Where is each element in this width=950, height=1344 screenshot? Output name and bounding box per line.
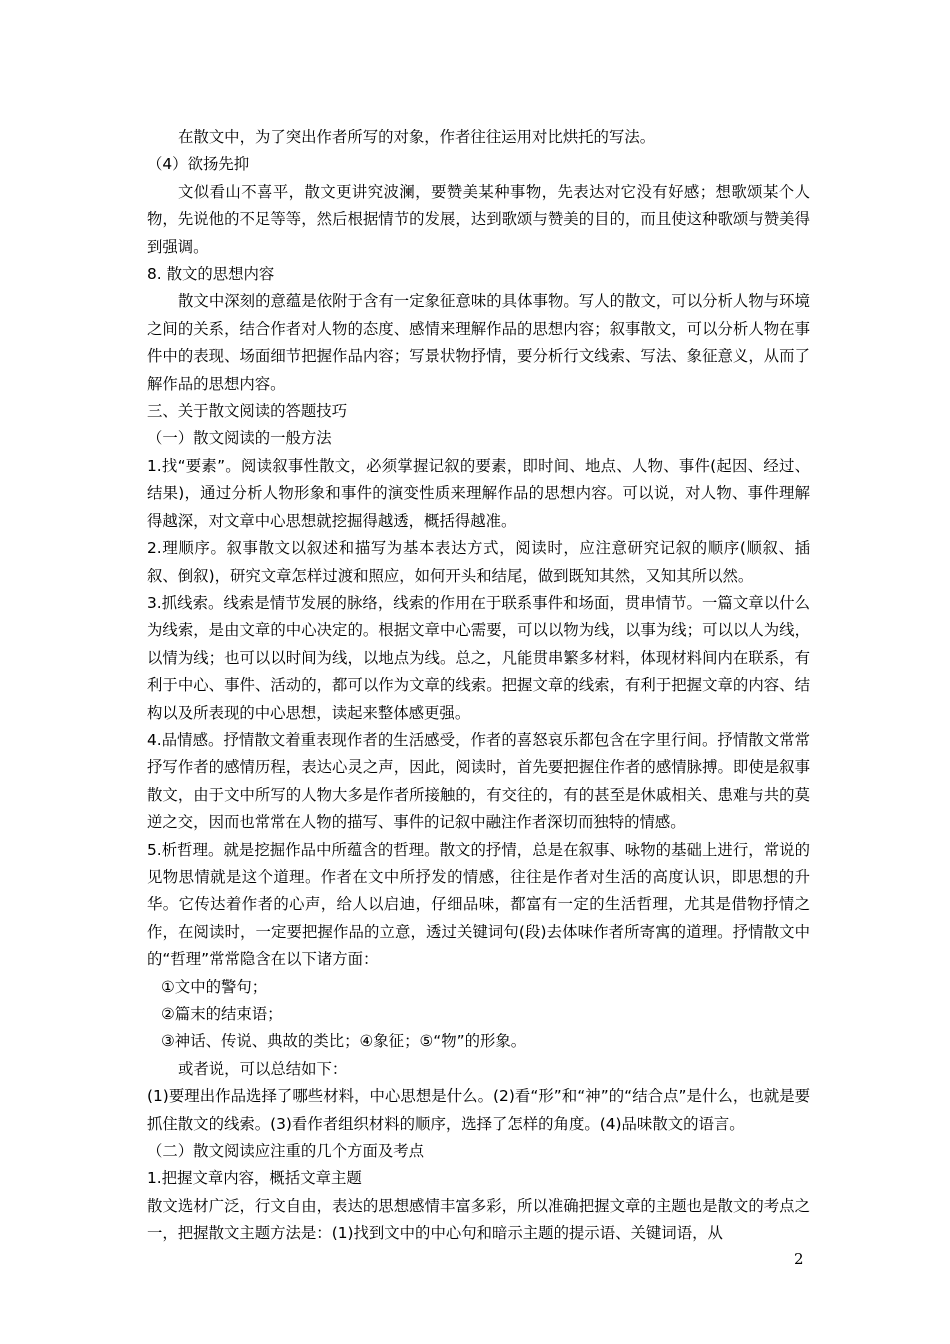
section-heading: 1.把握文章内容，概括文章主题 [147,1169,362,1188]
paragraph: 3.抓线索。线索是情节发展的脉络，线索的作用在于联系事件和场面，贯串情节。一篇文章以什么为线索，是由文章的中心决定的。根据文章中心需要，可以以物为线，以事为线；可以以人为线，以情为线；也可以以时间为线，以地点为线。总之，凡能贯串繁多材料，体现材料间内在联系，有利于中心、事件、活动的，都可以作为文章的线索。把握文章的线索，有利于把握文章的内容、结构以及所表现的中心思想，读起来整体感更强。 [147,593,810,722]
section-heading: （一）散文阅读的一般方法 [147,429,332,448]
paragraph: 4.品情感。抒情散文着重表现作者的生活感受，作者的喜怒哀乐都包含在字里行间。抒情散文常常抒写作者的感情历程，表达心灵之声，因此，阅读时，首先要把握住作者的感情脉搏。即使是叙事散文，由于文中所写的人物大多是作者所接触的，有交往的，有的甚至是休戚相关、患难与共的莫逆之交，因而也常常在人物的描写、事件的记叙中融注作者深切而独特的情感。 [147,730,810,832]
paragraph: (1)要理出作品选择了哪些材料，中心思想是什么。(2)看“形”和“神”的“结合点”是什么，也就是要抓住散文的线索。(3)看作者组织材料的顺序，选择了怎样的角度。(4)品味散文的语言。 [147,1087,810,1133]
section-heading: （4）欲扬先抑 [147,155,250,174]
paragraph: 文似看山不喜平，散文更讲究波澜，要赞美某种事物，先表达对它没有好感；想歌颂某个人物，先说他的不足等等，然后根据情节的发展，达到歌颂与赞美的目的，而且使这种歌颂与赞美得到强调。 [147,182,810,256]
paragraph: 在散文中，为了突出作者所写的对象，作者往往运用对比烘托的写法。 [178,128,656,146]
list-item: ①文中的警句； [161,977,268,996]
document-body [147,124,810,1248]
paragraph: 散文选材广泛，行文自由，表达的思想感情丰富多彩，所以准确把握文章的主题也是散文的考点之一，把握散文主题方法是：(1)找到文中的中心句和暗示主题的提示语、关键词语，从 [147,1196,810,1243]
paragraph: 散文中深刻的意蕴是依附于含有一定象征意味的具体事物。写人的散文，可以分析人物与环境之间的关系，结合作者对人物的态度、感情来理解作品的思想内容；叙事散文，可以分析人物在事件中的表现、场面细节把握作品内容；写景状物抒情，要分析行文线索、写法、象征意义，从而了解作品的思想内容。 [147,292,810,393]
list-item: ②篇末的结束语； [161,1005,283,1023]
section-heading: （二）散文阅读应注重的几个方面及考点 [147,1142,425,1161]
paragraph: 1.找“要素”。阅读叙事性散文，必须掌握记叙的要素，即时间、地点、人物、事件(起因、经过、结果)，通过分析人物形象和事件的演变性质来理解作品的思想内容。可以说，对人物、事件理解得越深，对文章中心思想就挖掘得越透，概括得越准。 [147,456,810,530]
paragraph: 2.理顺序。叙事散文以叙述和描写为基本表达方式，阅读时，应注意研究记叙的顺序(顺叙、插叙、倒叙)，研究文章怎样过渡和照应，如何开头和结尾，做到既知其然，又知其所以然。 [147,539,810,585]
page-number: 2 [794,1250,804,1268]
section-heading: 三、关于散文阅读的答题技巧 [147,402,348,421]
paragraph: 或者说，可以总结如下： [178,1059,348,1078]
list-item: ③神话、传说、典故的类比；④象征；⑤“物”的形象。 [161,1032,527,1051]
section-heading: 8. 散文的思想内容 [147,265,275,284]
paragraph: 5.析哲理。就是挖掘作品中所蕴含的哲理。散文的抒情，总是在叙事、咏物的基础上进行，常说的见物思情就是这个道理。作者在文中所抒发的情感，往往是作者对生活的高度认识，即思想的升华。它传达着作者的心声，给人以启迪，仔细品味，都富有一定的生活哲理，尤其是借物抒情之作，在阅读时，一定要把握作品的立意，透过关键词句(段)去体味作者所寄寓的道理。抒情散文中的“哲理”常常隐含在以下诸方面： [147,840,810,969]
